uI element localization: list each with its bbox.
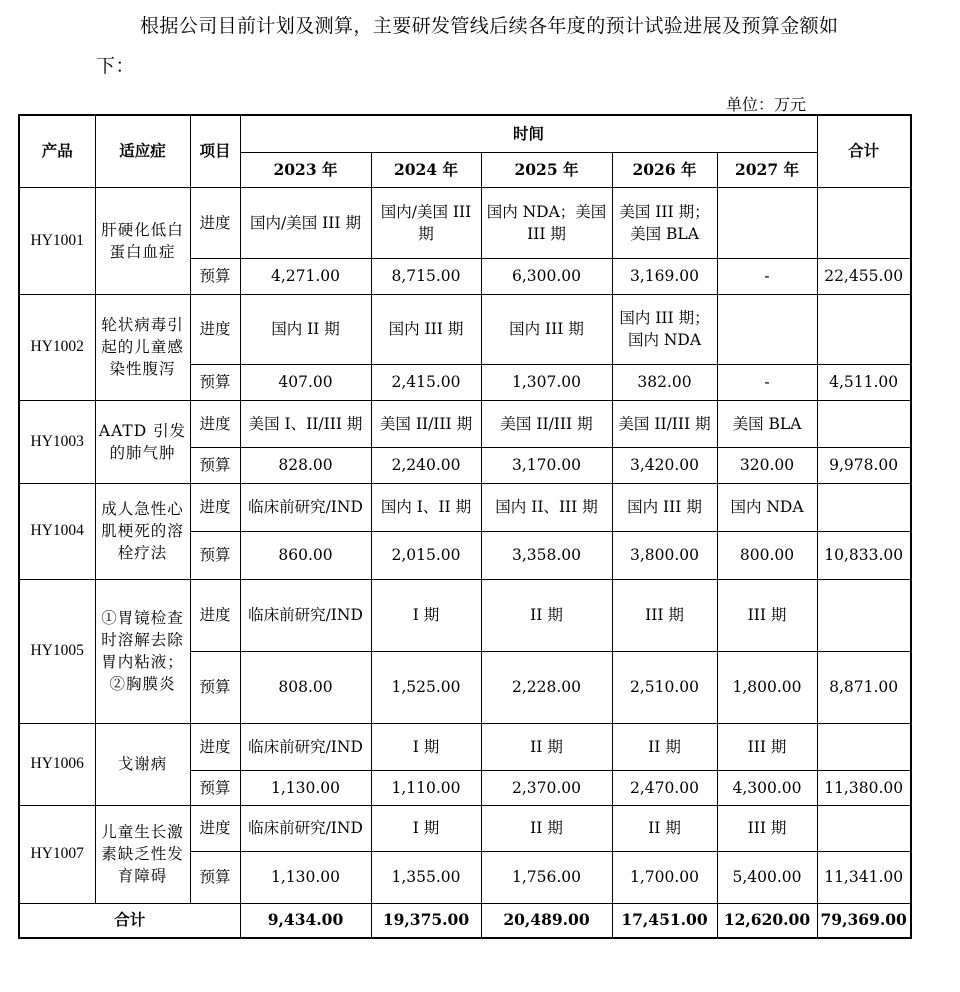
total-cell: 4,511.00 [817,364,911,400]
budget-cell: 1,130.00 [240,851,371,903]
table-row [19,187,911,258]
indication-cell: 成人急性心肌梗死的溶栓疗法 [95,483,190,579]
unit-label: 单位：万元 [726,95,807,114]
product-cell: HY1006 [19,723,95,805]
item-cell: 预算 [190,651,240,723]
progress-cell: 临床前研究/IND [240,483,371,531]
budget-cell: 1,307.00 [481,364,612,400]
product-cell: HY1003 [19,400,95,483]
indication-cell: 戈谢病 [95,723,190,805]
budget-cell: 1,525.00 [371,651,481,723]
product-cell: HY1004 [19,483,95,579]
table-row [19,579,911,651]
total-row [19,903,911,938]
product-cell: HY1007 [19,805,95,903]
item-cell: 进度 [190,400,240,447]
budget-cell: 8,715.00 [371,258,481,294]
total-cell [817,723,911,770]
item-cell: 预算 [190,447,240,483]
progress-cell: 美国 I、II/III 期 [240,400,371,447]
item-cell: 进度 [190,805,240,851]
progress-cell [717,294,817,364]
item-cell: 进度 [190,579,240,651]
progress-cell: 国内 NDA [717,483,817,531]
table-row [19,400,911,447]
budget-cell: 2,510.00 [612,651,717,723]
item-cell: 进度 [190,294,240,364]
progress-cell: 美国 III 期；美国 BLA [612,187,717,258]
progress-cell: II 期 [612,723,717,770]
budget-cell: 828.00 [240,447,371,483]
header-item: 项目 [190,115,240,187]
progress-cell: 国内 I、II 期 [371,483,481,531]
header-year: 2023 年 [240,152,371,187]
total-row-label: 合计 [19,903,240,938]
progress-cell: 国内/美国 III 期 [371,187,481,258]
progress-cell: III 期 [717,723,817,770]
budget-cell: 382.00 [612,364,717,400]
budget-cell: 3,358.00 [481,531,612,579]
header-product: 产品 [19,115,95,187]
total-cell [817,187,911,258]
progress-cell: I 期 [371,805,481,851]
progress-cell: 国内 III 期 [371,294,481,364]
year-total-cell: 9,434.00 [240,903,371,938]
budget-cell: 2,228.00 [481,651,612,723]
budget-cell: 1,130.00 [240,770,371,805]
budget-cell: 5,400.00 [717,851,817,903]
indication-cell: 儿童生长激素缺乏性发育障碍 [95,805,190,903]
table-row [19,483,911,531]
budget-cell: 1,800.00 [717,651,817,723]
budget-cell: 808.00 [240,651,371,723]
budget-cell: 860.00 [240,531,371,579]
progress-cell: 国内 NDA；美国 III 期 [481,187,612,258]
product-cell: HY1002 [19,294,95,400]
year-total-cell: 19,375.00 [371,903,481,938]
budget-cell: - [717,258,817,294]
budget-cell: 1,700.00 [612,851,717,903]
progress-cell: 国内 II 期 [240,294,371,364]
item-cell: 进度 [190,483,240,531]
total-cell: 11,341.00 [817,851,911,903]
item-cell: 预算 [190,770,240,805]
header-indication: 适应症 [95,115,190,187]
rd-budget-table [18,114,912,939]
header-time: 时间 [240,115,817,152]
budget-cell: 2,015.00 [371,531,481,579]
year-total-cell: 17,451.00 [612,903,717,938]
total-cell [817,294,911,364]
progress-cell: III 期 [717,805,817,851]
total-cell: 10,833.00 [817,531,911,579]
progress-cell: 临床前研究/IND [240,579,371,651]
product-cell: HY1001 [19,187,95,294]
header-year: 2025 年 [481,152,612,187]
item-cell: 进度 [190,723,240,770]
total-cell: 11,380.00 [817,770,911,805]
budget-cell: 3,420.00 [612,447,717,483]
progress-cell [717,187,817,258]
item-cell: 预算 [190,364,240,400]
header-year: 2027 年 [717,152,817,187]
budget-cell: 2,370.00 [481,770,612,805]
header-total: 合计 [817,115,911,187]
year-total-cell: 20,489.00 [481,903,612,938]
intro-paragraph: 根据公司目前计划及测算，主要研发管线后续各年度的预计试验进展及预算金额如下： [96,15,839,77]
budget-cell: 407.00 [240,364,371,400]
progress-cell: III 期 [612,579,717,651]
header-year: 2026 年 [612,152,717,187]
indication-cell: ①胃镜检查时溶解去除胃内粘液；②胸膜炎 [95,579,190,723]
progress-cell: 临床前研究/IND [240,805,371,851]
budget-cell: 2,240.00 [371,447,481,483]
budget-cell: 3,169.00 [612,258,717,294]
total-cell: 9,978.00 [817,447,911,483]
progress-cell: 国内 III 期；国内 NDA [612,294,717,364]
progress-cell: I 期 [371,579,481,651]
progress-cell: II 期 [612,805,717,851]
budget-cell: 1,756.00 [481,851,612,903]
indication-cell: 肝硬化低白蛋白血症 [95,187,190,294]
budget-cell: 3,800.00 [612,531,717,579]
total-cell [817,400,911,447]
progress-cell: 临床前研究/IND [240,723,371,770]
total-cell [817,483,911,531]
budget-cell: 2,415.00 [371,364,481,400]
progress-cell: II 期 [481,723,612,770]
item-cell: 进度 [190,187,240,258]
progress-cell: II 期 [481,579,612,651]
item-cell: 预算 [190,258,240,294]
product-cell: HY1005 [19,579,95,723]
budget-cell: 4,300.00 [717,770,817,805]
item-cell: 预算 [190,531,240,579]
budget-cell: 800.00 [717,531,817,579]
budget-cell: 4,271.00 [240,258,371,294]
item-cell: 预算 [190,851,240,903]
progress-cell: I 期 [371,723,481,770]
year-total-cell: 12,620.00 [717,903,817,938]
table-row [19,723,911,770]
progress-cell: 美国 BLA [717,400,817,447]
progress-cell: 美国 II/III 期 [371,400,481,447]
total-cell [817,579,911,651]
budget-cell: 2,470.00 [612,770,717,805]
total-cell [817,805,911,851]
indication-cell: 轮状病毒引起的儿童感染性腹泻 [95,294,190,400]
budget-cell: 1,110.00 [371,770,481,805]
table-row [19,294,911,364]
progress-cell: 国内 II、III 期 [481,483,612,531]
total-cell: 8,871.00 [817,651,911,723]
budget-cell: 6,300.00 [481,258,612,294]
indication-cell: AATD 引发的肺气肿 [95,400,190,483]
grand-total-cell: 79,369.00 [817,903,911,938]
progress-cell: 国内 III 期 [612,483,717,531]
progress-cell: 国内/美国 III 期 [240,187,371,258]
progress-cell: 美国 II/III 期 [481,400,612,447]
total-cell: 22,455.00 [817,258,911,294]
progress-cell: III 期 [717,579,817,651]
budget-cell: 3,170.00 [481,447,612,483]
progress-cell: II 期 [481,805,612,851]
progress-cell: 国内 III 期 [481,294,612,364]
progress-cell: 美国 II/III 期 [612,400,717,447]
budget-cell: 320.00 [717,447,817,483]
budget-cell: 1,355.00 [371,851,481,903]
table-row [19,805,911,851]
header-year: 2024 年 [371,152,481,187]
budget-cell: - [717,364,817,400]
